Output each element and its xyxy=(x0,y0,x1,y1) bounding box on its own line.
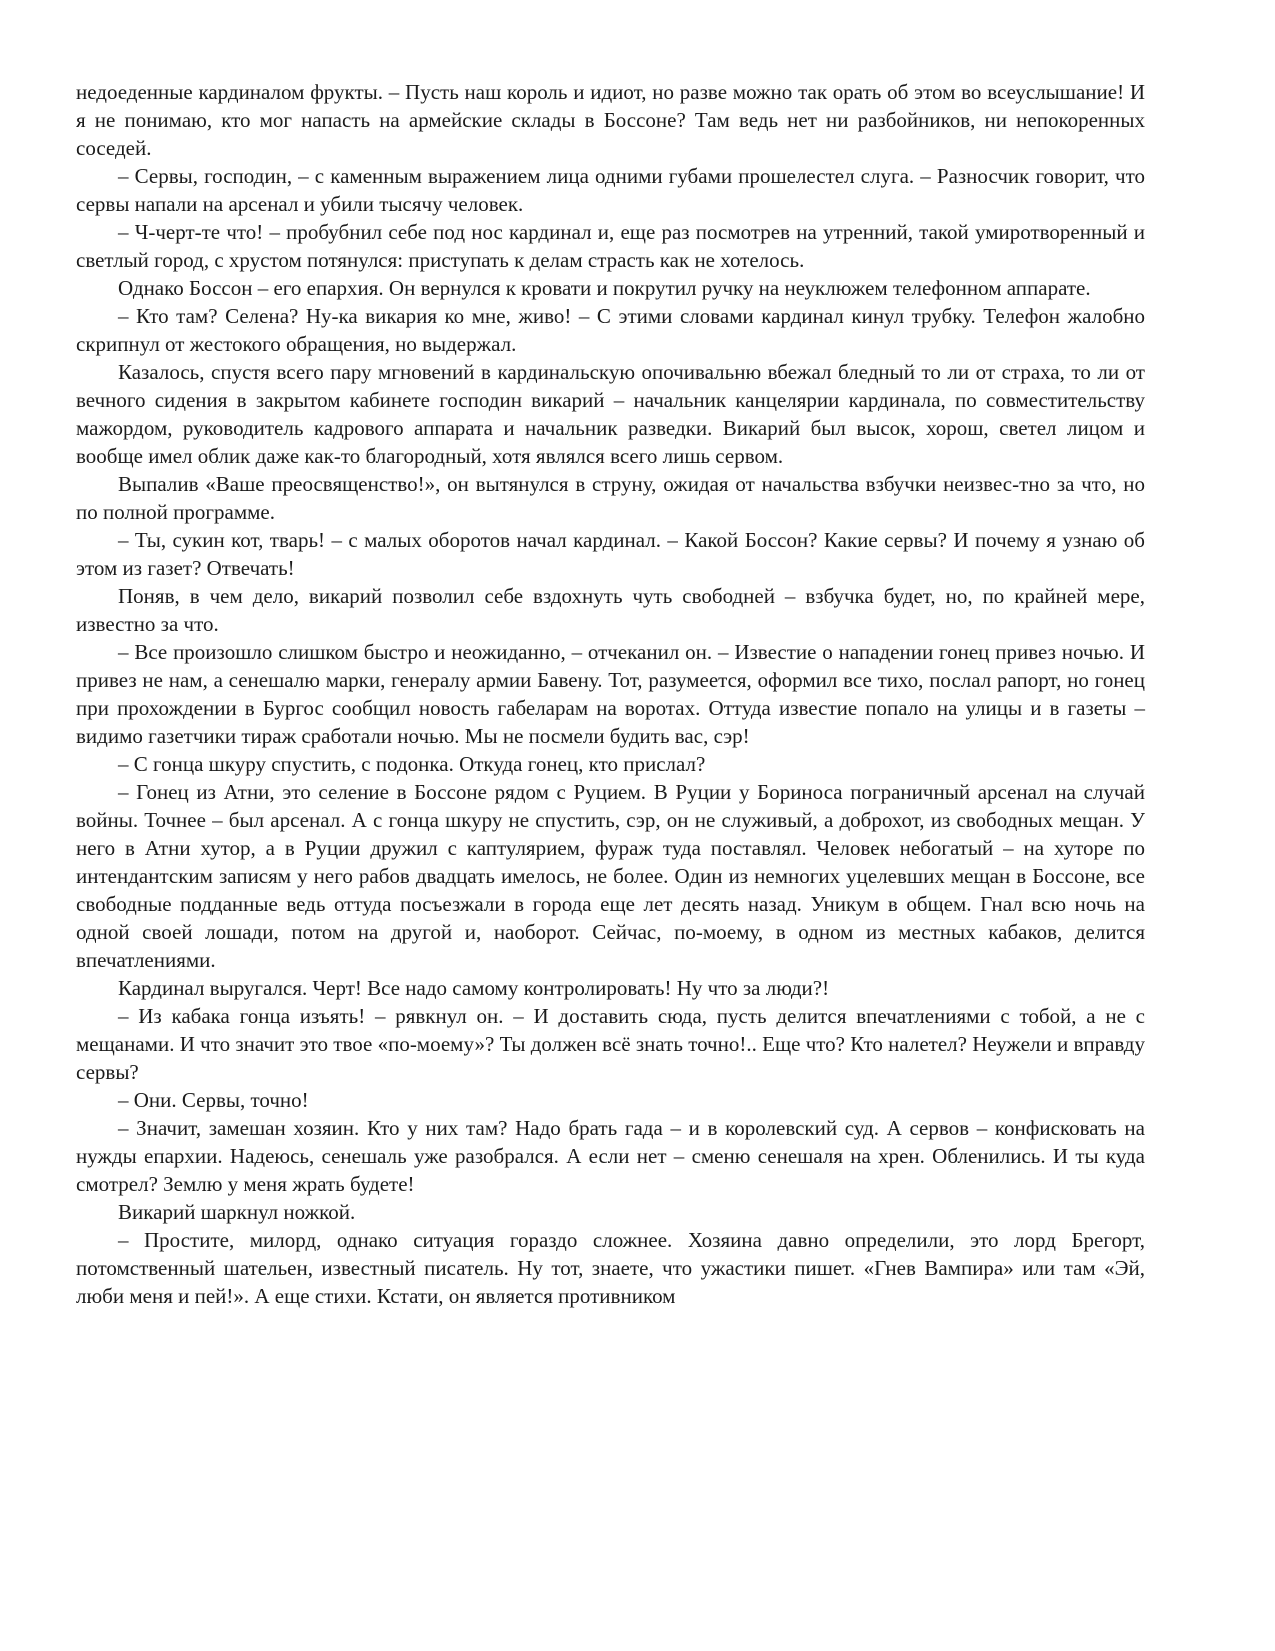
paragraph: – С гонца шкуру спустить, с подонка. Откуда гонец, кто прислал? xyxy=(118,752,706,776)
page-text xyxy=(76,78,1145,1310)
paragraph: Казалось, спустя всего пару мгновений в кардинальскую опочивальню вбежал бледный то ли от страха, то ли от вечного сидения в закрытом кабинете господин викарий – начальник канцелярии кардинала, по совместительству мажордом, руководитель кадрового аппарата и начальник разведки. Викарий был высок, хорош, светел лицом и вообще имел облик даже как-то благородный, хотя являлся всего лишь сервом. xyxy=(76,360,1145,468)
paragraph: – Из кабака гонца изъять! – рявкнул он. – И доставить сюда, пусть делится впечатлениями с тобой, а не с мещанами. И что значит это твое «по-моему»? Ты должен всё знать точно!.. Еще что? Кто налетел? Неужели и вправду сервы? xyxy=(76,1004,1145,1084)
paragraph: Поняв, в чем дело, викарий позволил себе вздохнуть чуть свободней – взбучка будет, но, по крайней мере, известно за что. xyxy=(76,584,1145,636)
paragraph: Кардинал выругался. Черт! Все надо самому контролировать! Ну что за люди?! xyxy=(118,976,830,1000)
paragraph: – Все произошло слишком быстро и неожиданно, – отчеканил он. – Известие о нападении гонец привез ночью. И привез не нам, а сенешалю марки, генералу армии Бавену. Тот, разумеется, оформил все тихо, послал рапорт, но гонец при прохождении в Бургос сообщил новость габеларам на воротах. Оттуда известие попало на улицы и в газеты – видимо газетчики тираж сработали ночью. Мы не посмели будить вас, сэр! xyxy=(76,640,1145,748)
paragraph: – Ч-черт-те что! – пробубнил себе под нос кардинал и, еще раз посмотрев на утренний, такой умиротворенный и светлый город, с хрустом потянулся: приступать к делам страсть как не хотелось. xyxy=(76,220,1145,272)
paragraph: – Значит, замешан хозяин. Кто у них там? Надо брать гада – и в королевский суд. А сервов – конфисковать на нужды епархии. Надеюсь, сенешаль уже разобрался. А если нет – сменю сенешаля на хрен. Обленились. И ты куда смотрел? Землю у меня жрать будете! xyxy=(76,1116,1145,1196)
paragraph: Викарий шаркнул ножкой. xyxy=(118,1200,356,1224)
paragraph: – Кто там? Селена? Ну-ка викария ко мне, живо! – С этими словами кардинал кинул трубку. Телефон жалобно скрипнул от жестокого обращения, но выдержал. xyxy=(76,304,1145,356)
paragraph: – Ты, сукин кот, тварь! – с малых оборотов начал кардинал. – Какой Боссон? Какие сервы? И почему я узнаю об этом из газет? Отвечать! xyxy=(76,528,1145,580)
paragraph: Выпалив «Ваше преосвященство!», он вытянулся в струну, ожидая от начальства взбучки неизвес-тно за что, но по полной программе. xyxy=(76,472,1145,524)
paragraph: – Они. Сервы, точно! xyxy=(118,1088,309,1112)
paragraph: недоеденные кардиналом фрукты. – Пусть наш король и идиот, но разве можно так орать об этом во всеуслышание! И я не понимаю, кто мог напасть на армейские склады в Боссоне? Там ведь нет ни разбойников, ни непокоренных соседей. xyxy=(76,80,1145,160)
paragraph: – Гонец из Атни, это селение в Боссоне рядом с Руцием. В Руции у Бориноса пограничный арсенал на случай войны. Точнее – был арсенал. А с гонца шкуру не спустить, сэр, он не служивый, а доброхот, из свободных мещан. У него в Атни хутор, а в Руции дружил с каптулярием, фураж туда поставлял. Человек небогатый – на хуторе по интендантским записям у него рабов двадцать имелось, не более. Один из немногих уцелевших мещан в Боссоне, все свободные подданные ведь оттуда посъезжали в города еще лет десять назад. Уникум в общем. Гнал всю ночь на одной своей лошади, потом на другой и, наоборот. Сейчас, по-моему, в одном из местных кабаков, делится впечатлениями. xyxy=(76,780,1145,972)
paragraph: – Простите, милорд, однако ситуация гораздо сложнее. Хозяина давно определили, это лорд Брегорт, потомственный шательен, известный писатель. Ну тот, знаете, что ужастики пишет. «Гнев Вампира» или там «Эй, люби меня и пей!». А еще стихи. Кстати, он является противником xyxy=(76,1228,1145,1308)
paragraph: Однако Боссон – его епархия. Он вернулся к кровати и покрутил ручку на неуклюжем телефонном аппарате. xyxy=(118,276,1091,300)
paragraph: – Сервы, господин, – с каменным выражением лица одними губами прошелестел слуга. – Разносчик говорит, что сервы напали на арсенал и убили тысячу человек. xyxy=(76,164,1145,216)
